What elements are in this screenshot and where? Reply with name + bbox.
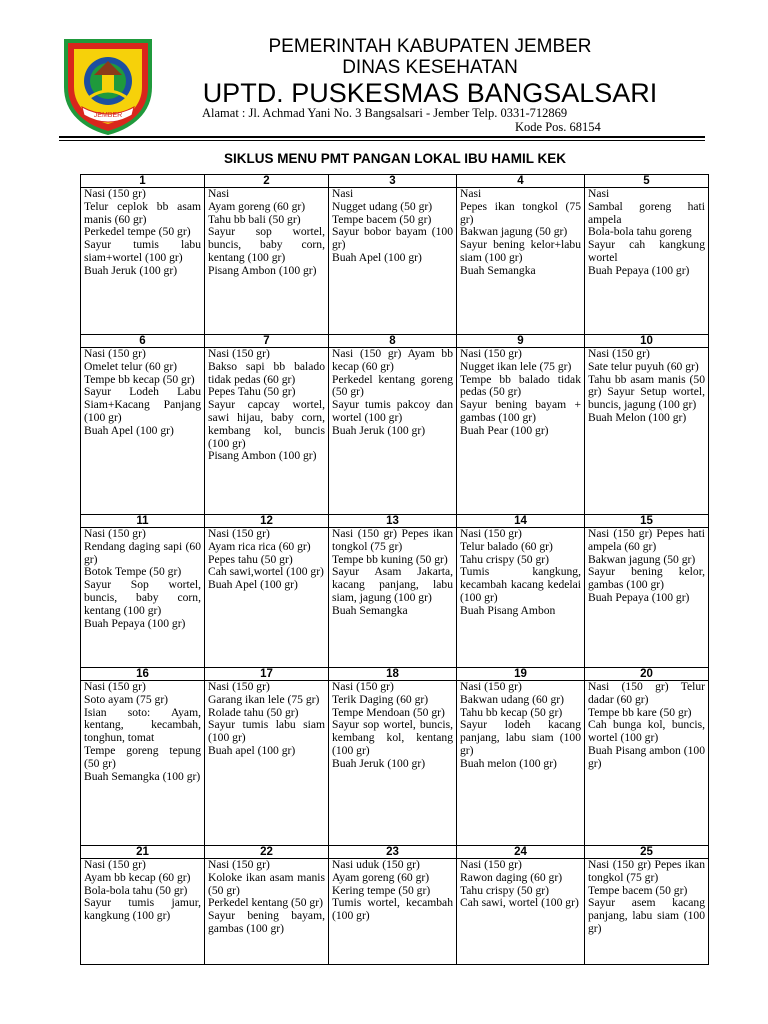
menu-item: Kering tempe (50 gr) xyxy=(332,883,431,897)
menu-item: Buah Jeruk (100 gr) xyxy=(84,263,178,277)
menu-item: Bola-bola tahu goreng xyxy=(588,225,692,239)
menu-row xyxy=(81,859,709,965)
menu-item: Buah Apel (100 gr) xyxy=(84,423,174,437)
menu-item: Sayur asem kacang panjang, labu siam (100 gr) xyxy=(588,896,705,935)
day-number: 9 xyxy=(457,335,585,348)
menu-item: Koloke ikan asam manis (50 gr) xyxy=(208,870,325,897)
menu-item: Buah Apel (100 gr) xyxy=(208,578,298,592)
menu-item: Tumis kangkung, kecambah kacang kedelai (100 gr) xyxy=(460,565,581,604)
menu-item: Cah bunga kol, buncis, wortel (100 gr) xyxy=(588,718,705,745)
menu-item: Sayur bening bayam, gambas (100 gr) xyxy=(208,909,325,935)
day-menu-cell xyxy=(81,528,205,668)
menu-item: Sayur bening kelor+labu siam (100 gr) xyxy=(460,238,581,264)
header-department: DINAS KESEHATAN xyxy=(342,57,518,78)
day-menu-cell xyxy=(585,528,709,668)
day-number: 2 xyxy=(205,175,329,188)
day-number: 17 xyxy=(205,668,329,681)
day-menu-cell xyxy=(585,188,709,335)
menu-item: Nasi (150 gr) xyxy=(332,680,394,693)
menu-item: Ayam goreng (60 gr) xyxy=(208,199,306,213)
menu-item: Sayur tumis pakcoy dan wortel (100 gr) xyxy=(332,398,453,424)
menu-item: Telur balado (60 gr) xyxy=(460,539,553,553)
day-number: 22 xyxy=(205,846,329,859)
day-menu-cell xyxy=(205,188,329,335)
menu-item: Sayur capcay wortel, sawi hijau, baby corn, kembang kol, buncis (100 gr) xyxy=(208,398,325,450)
header-government: PEMERINTAH KABUPATEN JEMBER xyxy=(268,36,592,57)
menu-item: Soto ayam (75 gr) xyxy=(84,692,169,706)
menu-item: Nasi xyxy=(332,187,354,200)
menu-item: Cah sawi,wortel (100 gr) xyxy=(208,565,324,579)
header-postal-code: Kode Pos. 68154 xyxy=(515,120,601,134)
menu-item: Nasi xyxy=(208,187,230,200)
day-menu-cell xyxy=(585,348,709,515)
menu-item: Buah Semangka (100 gr) xyxy=(84,769,201,783)
day-number: 7 xyxy=(205,335,329,348)
menu-item: Omelet telur (60 gr) xyxy=(84,359,178,373)
day-number: 21 xyxy=(81,846,205,859)
menu-item: Sayur lodeh kacang panjang, labu siam (100 gr) xyxy=(460,718,581,757)
menu-item: Cah sawi, wortel (100 gr) xyxy=(460,896,579,910)
menu-item: Pepes Tahu (50 gr) xyxy=(208,385,296,399)
day-menu-cell xyxy=(457,528,585,668)
menu-item: Tahu bb asam manis (50 gr) Sayur Setup wortel, buncis, jagung (100 gr) xyxy=(588,372,705,412)
menu-item: Nasi uduk (150 gr) xyxy=(332,858,420,871)
menu-item: Nasi (150 gr) xyxy=(460,858,522,871)
day-number: 16 xyxy=(81,668,205,681)
menu-item: Nasi xyxy=(460,187,482,200)
day-menu-cell xyxy=(205,681,329,846)
day-number: 24 xyxy=(457,846,585,859)
day-number-row xyxy=(81,846,709,859)
menu-item: Tahu bb bali (50 gr) xyxy=(208,212,301,226)
day-menu-cell xyxy=(329,188,457,335)
menu-item: Nasi (150 gr) xyxy=(460,347,522,360)
menu-item: Buah Semangka xyxy=(332,603,408,617)
menu-item: Buah Jeruk (100 gr) xyxy=(332,756,426,770)
header-address: Alamat : Jl. Achmad Yani No. 3 Bangsalsari - Jember Telp. 0331-712869 xyxy=(202,106,568,120)
day-number: 14 xyxy=(457,515,585,528)
day-number: 20 xyxy=(585,668,709,681)
day-menu-cell xyxy=(457,348,585,515)
menu-item: Sayur tumis labu siam+wortel (100 gr) xyxy=(84,238,201,264)
day-menu-cell xyxy=(81,188,205,335)
menu-item: Tempe goreng tepung (50 gr) xyxy=(84,743,201,770)
menu-item: Rawon daging (60 gr) xyxy=(460,870,563,884)
menu-item: Nasi (150 gr) Pepes ikan tongkol (75 gr) xyxy=(332,527,453,553)
day-number-row xyxy=(81,335,709,348)
menu-item: Garang ikan lele (75 gr) xyxy=(208,692,320,706)
menu-item: Buah Pepaya (100 gr) xyxy=(588,263,690,277)
menu-item: Buah Semangka xyxy=(460,263,536,277)
day-menu-cell xyxy=(457,859,585,965)
day-menu-cell xyxy=(329,528,457,668)
day-menu-cell xyxy=(329,859,457,965)
day-number: 10 xyxy=(585,335,709,348)
menu-item: Buah Pear (100 gr) xyxy=(460,423,549,437)
menu-item: Nasi (150 gr) xyxy=(208,858,270,871)
day-number: 4 xyxy=(457,175,585,188)
menu-item: Sayur bening bayam + gambas (100 gr) xyxy=(460,398,581,424)
menu-item: Buah apel (100 gr) xyxy=(208,743,296,757)
letterhead-rule-thick xyxy=(59,136,705,138)
menu-item: Nasi (150 gr) xyxy=(208,527,270,540)
menu-item: Ayam goreng (60 gr) xyxy=(332,870,430,884)
day-menu-cell xyxy=(329,681,457,846)
day-number-row xyxy=(81,515,709,528)
menu-item: Ayam rica rica (60 gr) xyxy=(208,539,311,553)
menu-item: Sayur Lodeh Labu Siam+Kacang Panjang (100 gr) xyxy=(84,385,201,424)
menu-item: Botok Tempe (50 gr) xyxy=(84,565,182,579)
menu-item: Perkedel tempe (50 gr) xyxy=(84,225,191,239)
menu-item: Tahu crispy (50 gr) xyxy=(460,883,550,897)
menu-item: Nasi (150 gr) Pepes hati ampela (60 gr) xyxy=(588,527,705,553)
menu-item: Nasi (150 gr) Ayam bb kecap (60 gr) xyxy=(332,347,453,373)
day-menu-cell xyxy=(205,528,329,668)
day-number: 12 xyxy=(205,515,329,528)
menu-item: Bakwan udang (60 gr) xyxy=(460,692,564,706)
menu-item: Nasi (150 gr) xyxy=(460,680,522,693)
menu-item: Tempe bacem (50 gr) xyxy=(588,883,688,897)
menu-item: Tempe Mendoan (50 gr) xyxy=(332,705,445,719)
menu-item: Sambal goreng hati ampela xyxy=(588,199,705,226)
day-number: 23 xyxy=(329,846,457,859)
menu-item: Sayur cah kangkung wortel xyxy=(588,238,705,264)
menu-cycle-table xyxy=(80,174,709,965)
day-number: 15 xyxy=(585,515,709,528)
logo-text: JEMBER xyxy=(93,112,123,119)
menu-item: Buah Pisang ambon (100 gr) xyxy=(588,743,705,770)
menu-item: Buah Apel (100 gr) xyxy=(332,250,422,264)
menu-item: Sayur bobor bayam (100 gr) xyxy=(332,225,453,252)
menu-item: Buah Pepaya (100 gr) xyxy=(84,616,186,630)
menu-item: Perkedel kentang (50 gr) xyxy=(208,896,323,910)
menu-row xyxy=(81,681,709,846)
menu-item: Sayur tumis jamur, kangkung (100 gr) xyxy=(84,896,201,923)
menu-item: Rolade tahu (50 gr) xyxy=(208,705,299,719)
menu-item: Bakso sapi bb balado tidak pedas (60 gr) xyxy=(208,359,325,386)
menu-item: Sayur Sop wortel, buncis, baby corn, kentang (100 gr) xyxy=(84,578,201,617)
menu-item: Nasi (150 gr) Telur dadar (60 gr) xyxy=(588,680,705,706)
day-number: 25 xyxy=(585,846,709,859)
menu-item: Terik Daging (60 gr) xyxy=(332,692,429,706)
day-number: 3 xyxy=(329,175,457,188)
header-institution: UPTD. PUSKESMAS BANGSALSARI xyxy=(202,78,658,108)
menu-item: Nasi (150 gr) xyxy=(84,858,146,871)
menu-item: Sayur Asam Jakarta, kacang panjang, labu siam, jagung (100 gr) xyxy=(332,565,453,604)
menu-item: Rendang daging sapi (60 gr) xyxy=(84,539,201,566)
menu-item: Nasi xyxy=(588,187,610,200)
day-menu-cell xyxy=(205,348,329,515)
menu-item: Telur ceplok bb asam manis (60 gr) xyxy=(84,199,201,226)
menu-item: Tempe bb kuning (50 gr) xyxy=(332,552,448,566)
day-menu-cell xyxy=(585,859,709,965)
menu-item: Nasi (150 gr) Pepes ikan tongkol (75 gr) xyxy=(588,858,705,884)
day-number-row xyxy=(81,668,709,681)
menu-item: Nasi (150 gr) xyxy=(588,347,650,360)
menu-item: Buah Pepaya (100 gr) xyxy=(588,590,690,604)
menu-item: Buah Jeruk (100 gr) xyxy=(332,423,426,437)
menu-item: Buah Melon (100 gr) xyxy=(588,410,687,424)
menu-item: Perkedel kentang goreng (50 gr) xyxy=(332,372,453,399)
day-number: 5 xyxy=(585,175,709,188)
menu-item: Nugget udang (50 gr) xyxy=(332,199,433,213)
day-menu-cell xyxy=(457,681,585,846)
document-title: SIKLUS MENU PMT PANGAN LOKAL IBU HAMIL KEK xyxy=(223,151,566,166)
menu-row xyxy=(81,188,709,335)
menu-item: Nasi (150 gr) xyxy=(208,680,270,693)
day-menu-cell xyxy=(457,188,585,335)
menu-item: Buah melon (100 gr) xyxy=(460,756,557,770)
menu-item: Ayam bb kecap (60 gr) xyxy=(84,870,191,884)
letterhead-rule-thin xyxy=(59,140,705,141)
jember-regency-logo xyxy=(60,35,156,135)
day-number-row xyxy=(81,175,709,188)
menu-item: Nasi (150 gr) xyxy=(84,527,146,540)
menu-item: Sayur tumis labu siam (100 gr) xyxy=(208,718,325,745)
menu-item: Isian soto: Ayam, kentang, kecambah, tonghun, tomat xyxy=(84,705,201,745)
menu-item: Sayur sop wortel, buncis, baby corn, kentang (100 gr) xyxy=(208,225,325,264)
menu-item: Nasi (150 gr) xyxy=(84,680,146,693)
menu-item: Pepes ikan tongkol (75 gr) xyxy=(460,199,581,226)
day-number: 13 xyxy=(329,515,457,528)
menu-item: Bakwan jagung (50 gr) xyxy=(460,225,568,239)
menu-item: Buah Pisang Ambon xyxy=(460,603,556,617)
menu-item: Nasi (150 gr) xyxy=(208,347,270,360)
menu-item: Tumis wortel, kecambah (100 gr) xyxy=(332,896,453,923)
menu-item: Sayur sop wortel, buncis, kembang kol, kentang (100 gr) xyxy=(332,718,453,757)
menu-row xyxy=(81,348,709,515)
menu-item: Nasi (150 gr) xyxy=(84,347,146,360)
day-number: 6 xyxy=(81,335,205,348)
menu-item: Nugget ikan lele (75 gr) xyxy=(460,359,572,373)
day-number: 11 xyxy=(81,515,205,528)
day-number: 1 xyxy=(81,175,205,188)
day-menu-cell xyxy=(81,348,205,515)
day-number: 19 xyxy=(457,668,585,681)
day-menu-cell xyxy=(205,859,329,965)
menu-item: Tempe bb kare (50 gr) xyxy=(588,705,692,719)
menu-item: Nasi (150 gr) xyxy=(84,187,146,200)
day-menu-cell xyxy=(81,681,205,846)
menu-item: Pisang Ambon (100 gr) xyxy=(208,449,317,463)
day-number: 18 xyxy=(329,668,457,681)
menu-item: Tempe bb balado tidak pedas (50 gr) xyxy=(460,372,581,399)
menu-item: Pepes tahu (50 gr) xyxy=(208,552,293,566)
menu-item: Pisang Ambon (100 gr) xyxy=(208,263,317,277)
day-menu-cell xyxy=(329,348,457,515)
menu-item: Sate telur puyuh (60 gr) xyxy=(588,359,699,373)
menu-item: Tahu crispy (50 gr) xyxy=(460,552,550,566)
menu-item: Sayur bening kelor, gambas (100 gr) xyxy=(588,565,705,592)
day-menu-cell xyxy=(585,681,709,846)
menu-item: Tahu bb kecap (50 gr) xyxy=(460,705,563,719)
menu-item: Tempe bb kecap (50 gr) xyxy=(84,372,195,386)
menu-item: Nasi (150 gr) xyxy=(460,527,522,540)
day-menu-cell xyxy=(81,859,205,965)
menu-item: Tempe bacem (50 gr) xyxy=(332,212,432,226)
menu-item: Bakwan jagung (50 gr) xyxy=(588,552,696,566)
menu-row xyxy=(81,528,709,668)
day-number: 8 xyxy=(329,335,457,348)
menu-item: Bola-bola tahu (50 gr) xyxy=(84,883,188,897)
